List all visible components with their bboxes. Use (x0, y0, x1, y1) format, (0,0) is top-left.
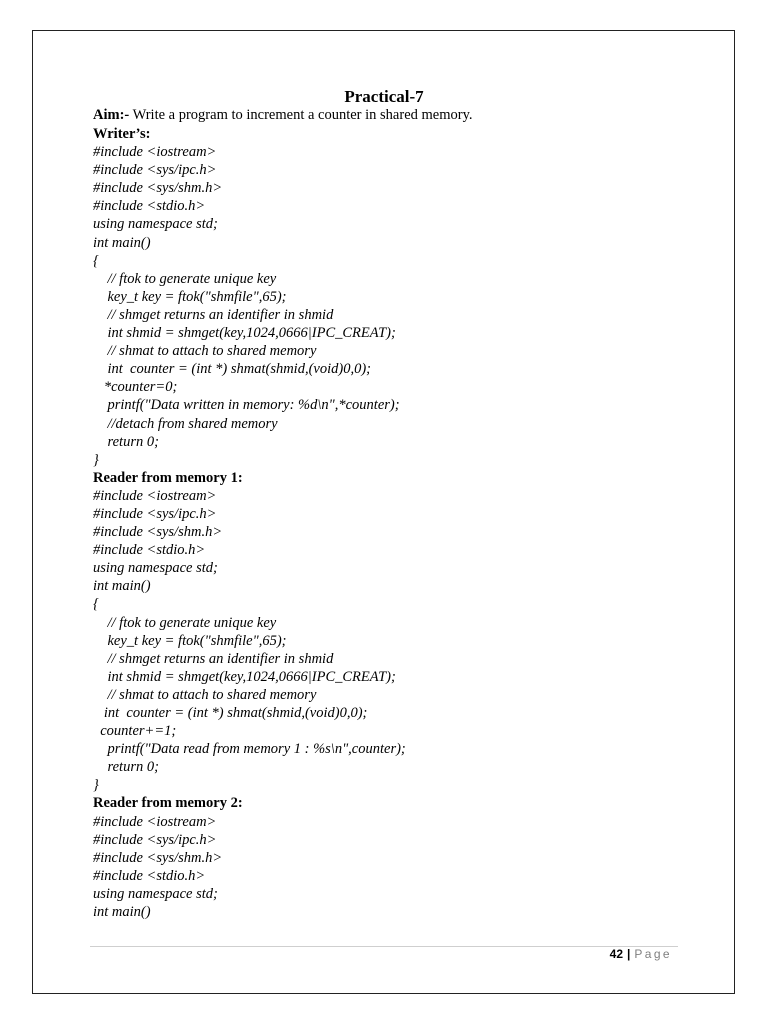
code-line: return 0; (93, 433, 159, 450)
code-line: *counter=0; (93, 379, 178, 396)
page-footer (610, 947, 672, 961)
code-line: key_t key = ftok("shmfile",65); (93, 632, 287, 649)
section-heading: Writer’s: (93, 126, 151, 142)
code-line: using namespace std; (93, 216, 218, 233)
page-number: 42 (609, 947, 623, 961)
page-label: Page (634, 947, 672, 961)
code-line: int shmid = shmget(key,1024,0666|IPC_CREAT); (93, 325, 396, 342)
code-line: #include <iostream> (93, 813, 217, 830)
code-line: #include <stdio.h> (93, 867, 206, 884)
code-line: int main() (93, 578, 151, 595)
code-line: #include <stdio.h> (93, 542, 206, 559)
code-line: // shmat to attach to shared memory (93, 343, 317, 360)
code-line: //detach from shared memory (93, 415, 278, 432)
code-line: } (93, 451, 99, 468)
section-heading: Reader from memory 2: (93, 795, 243, 812)
code-line: printf("Data read from memory 1 : %s\n",counter); (93, 741, 406, 758)
code-line: #include <stdio.h> (93, 198, 206, 215)
code-line: #include <iostream> (93, 487, 217, 504)
code-line: int main() (93, 904, 151, 921)
code-line: #include <sys/shm.h> (93, 849, 223, 866)
code-line: // ftok to generate unique key (93, 270, 277, 287)
code-line: #include <sys/ipc.h> (93, 831, 217, 848)
aim-label: Aim:- (93, 107, 130, 123)
aim-line (93, 107, 473, 124)
code-line: #include <sys/ipc.h> (93, 505, 217, 522)
code-line: #include <iostream> (93, 144, 217, 161)
code-line: using namespace std; (93, 560, 218, 577)
code-line: key_t key = ftok("shmfile",65); (93, 288, 287, 305)
code-line: } (93, 777, 99, 794)
footer-separator: | (627, 947, 631, 961)
page-title: Practical-7 (344, 87, 424, 106)
code-line: #include <sys/shm.h> (93, 524, 223, 541)
code-line: #include <sys/shm.h> (93, 180, 223, 197)
code-line: int counter = (int *) shmat(shmid,(void)0,0); (93, 705, 368, 721)
footer-divider (90, 946, 678, 947)
section-heading: Reader from memory 1: (93, 469, 243, 486)
code-line: // shmat to attach to shared memory (93, 686, 317, 703)
code-line: counter+=1; (93, 723, 177, 740)
code-line: #include <sys/ipc.h> (93, 162, 217, 179)
aim-text: Write a program to increment a counter in shared memory. (129, 107, 473, 123)
code-line: { (93, 252, 99, 269)
code-line: int counter = (int *) shmat(shmid,(void)0,0); (93, 361, 371, 378)
code-line: return 0; (93, 759, 159, 776)
code-line: int shmid = shmget(key,1024,0666|IPC_CREAT); (93, 668, 396, 685)
code-line: int main() (93, 234, 151, 251)
code-line: printf("Data written in memory: %d\n",*counter); (93, 397, 400, 414)
code-line: { (93, 596, 99, 613)
code-line: using namespace std; (93, 885, 218, 902)
code-line: // ftok to generate unique key (93, 614, 277, 631)
code-line: // shmget returns an identifier in shmid (93, 650, 334, 667)
code-listing (93, 125, 406, 921)
code-line: // shmget returns an identifier in shmid (93, 306, 334, 323)
